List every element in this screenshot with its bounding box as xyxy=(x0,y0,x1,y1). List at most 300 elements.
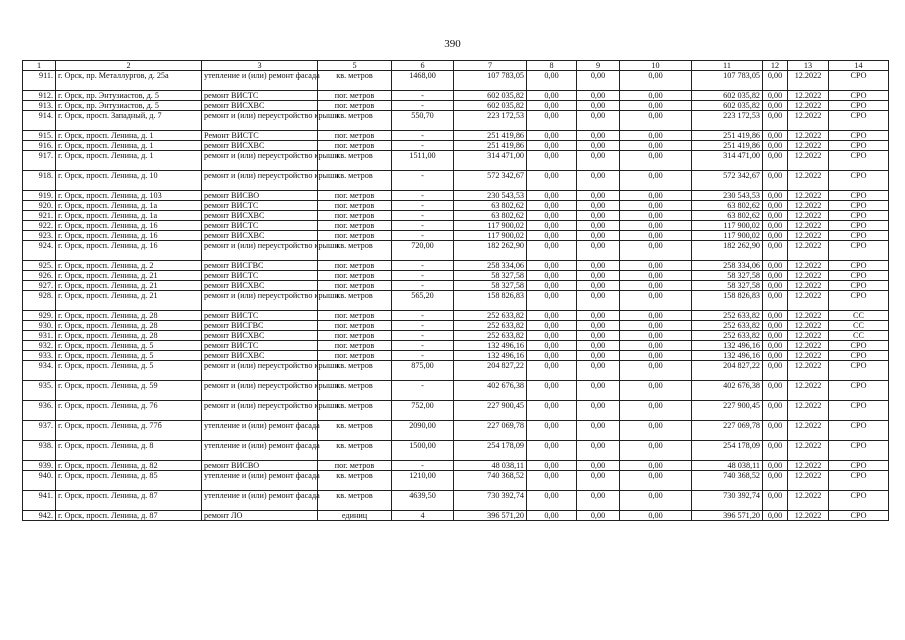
cost-column-10-cell: 0,00 xyxy=(620,441,692,461)
method-cell: СРО xyxy=(829,511,889,521)
table-row xyxy=(23,311,889,321)
volume-cell: 2090,00 xyxy=(392,421,454,441)
table-row xyxy=(23,211,889,221)
row-number: 942. xyxy=(23,511,56,521)
unit-cell: пог. метров xyxy=(318,281,392,291)
unit-cell: пог. метров xyxy=(318,91,392,101)
deadline-cell: 12.2022 xyxy=(788,361,829,381)
cost-column-12-cell: 0,00 xyxy=(763,131,788,141)
cost-column-11-cell: 132 496,16 xyxy=(692,351,763,361)
cost-column-8-cell: 0,00 xyxy=(527,201,577,211)
address-cell: г. Орск, просп. Ленина, д. 87 xyxy=(56,511,202,521)
unit-cell: кв. метров xyxy=(318,71,392,91)
method-cell: СРО xyxy=(829,71,889,91)
volume-cell: - xyxy=(392,201,454,211)
cost-column-8-cell: 0,00 xyxy=(527,341,577,351)
address-cell: г. Орск, просп. Ленина, д. 28 xyxy=(56,331,202,341)
cost-column-10-cell: 0,00 xyxy=(620,361,692,381)
cost-column-11-cell: 251 419,86 xyxy=(692,141,763,151)
cost-column-12-cell: 0,00 xyxy=(763,511,788,521)
column-header: 2 xyxy=(56,61,202,71)
total-cost-cell: 254 178,09 xyxy=(454,441,527,461)
work-type-cell: ремонт ВИСХВС xyxy=(202,351,318,361)
cost-column-9-cell: 0,00 xyxy=(577,191,620,201)
cost-column-11-cell: 230 543,53 xyxy=(692,191,763,201)
work-type-cell: ремонт и (или) переустройство крыши xyxy=(202,381,318,401)
address-cell: г. Орск, просп. Ленина, д. 21 xyxy=(56,281,202,291)
cost-column-12-cell: 0,00 xyxy=(763,171,788,191)
method-cell: СРО xyxy=(829,421,889,441)
cost-column-11-cell: 252 633,82 xyxy=(692,311,763,321)
deadline-cell: 12.2022 xyxy=(788,271,829,281)
cost-column-11-cell: 48 038,11 xyxy=(692,461,763,471)
method-cell: СРО xyxy=(829,401,889,421)
deadline-cell: 12.2022 xyxy=(788,511,829,521)
page-number: 390 xyxy=(444,38,461,50)
table-row xyxy=(23,201,889,211)
cost-column-9-cell: 0,00 xyxy=(577,321,620,331)
cost-column-12-cell: 0,00 xyxy=(763,321,788,331)
column-header: 11 xyxy=(692,61,763,71)
total-cost-cell: 63 802,62 xyxy=(454,201,527,211)
cost-column-10-cell: 0,00 xyxy=(620,471,692,491)
total-cost-cell: 117 900,02 xyxy=(454,231,527,241)
total-cost-cell: 252 633,82 xyxy=(454,311,527,321)
cost-column-8-cell: 0,00 xyxy=(527,291,577,311)
volume-cell: - xyxy=(392,231,454,241)
cost-column-9-cell: 0,00 xyxy=(577,131,620,141)
row-number: 913. xyxy=(23,101,56,111)
table-row xyxy=(23,171,889,191)
cost-column-12-cell: 0,00 xyxy=(763,111,788,131)
total-cost-cell: 117 900,02 xyxy=(454,221,527,231)
cost-column-12-cell: 0,00 xyxy=(763,421,788,441)
row-number: 931. xyxy=(23,331,56,341)
cost-column-8-cell: 0,00 xyxy=(527,151,577,171)
cost-column-11-cell: 258 334,06 xyxy=(692,261,763,271)
cost-column-8-cell: 0,00 xyxy=(527,491,577,511)
cost-column-10-cell: 0,00 xyxy=(620,421,692,441)
cost-column-10-cell: 0,00 xyxy=(620,141,692,151)
cost-column-8-cell: 0,00 xyxy=(527,171,577,191)
address-cell: г. Орск, просп. Ленина, д. 85 xyxy=(56,471,202,491)
address-cell: г. Орск, просп. Ленина, д. 8 xyxy=(56,441,202,461)
total-cost-cell: 223 172,53 xyxy=(454,111,527,131)
row-number: 911. xyxy=(23,71,56,91)
cost-column-8-cell: 0,00 xyxy=(527,221,577,231)
method-cell: СРО xyxy=(829,151,889,171)
cost-column-10-cell: 0,00 xyxy=(620,101,692,111)
work-type-cell: ремонт ВИСХВС xyxy=(202,211,318,221)
unit-cell: кв. метров xyxy=(318,111,392,131)
total-cost-cell: 314 471,00 xyxy=(454,151,527,171)
table-row xyxy=(23,151,889,171)
unit-cell: кв. метров xyxy=(318,491,392,511)
column-header: 7 xyxy=(454,61,527,71)
cost-column-9-cell: 0,00 xyxy=(577,421,620,441)
row-number: 919. xyxy=(23,191,56,201)
volume-cell: 4639,50 xyxy=(392,491,454,511)
cost-column-12-cell: 0,00 xyxy=(763,491,788,511)
method-cell: СРО xyxy=(829,361,889,381)
total-cost-cell: 227 069,78 xyxy=(454,421,527,441)
volume-cell: 720,00 xyxy=(392,241,454,261)
row-number: 924. xyxy=(23,241,56,261)
table-row xyxy=(23,321,889,331)
work-type-cell: ремонт ВИСХВС xyxy=(202,281,318,291)
table-row xyxy=(23,261,889,271)
cost-column-10-cell: 0,00 xyxy=(620,321,692,331)
cost-column-12-cell: 0,00 xyxy=(763,201,788,211)
deadline-cell: 12.2022 xyxy=(788,131,829,141)
table-header-row xyxy=(23,61,889,71)
total-cost-cell: 63 802,62 xyxy=(454,211,527,221)
table-row xyxy=(23,141,889,151)
row-number: 939. xyxy=(23,461,56,471)
cost-column-9-cell: 0,00 xyxy=(577,491,620,511)
table-row xyxy=(23,381,889,401)
address-cell: г. Орск, просп. Ленина, д. 82 xyxy=(56,461,202,471)
volume-cell: 550,70 xyxy=(392,111,454,131)
volume-cell: 565,20 xyxy=(392,291,454,311)
cost-column-10-cell: 0,00 xyxy=(620,401,692,421)
table-row xyxy=(23,441,889,461)
cost-column-10-cell: 0,00 xyxy=(620,111,692,131)
address-cell: г. Орск, просп. Ленина, д. 16 xyxy=(56,241,202,261)
unit-cell: кв. метров xyxy=(318,471,392,491)
cost-column-9-cell: 0,00 xyxy=(577,511,620,521)
row-number: 932. xyxy=(23,341,56,351)
deadline-cell: 12.2022 xyxy=(788,221,829,231)
unit-cell: кв. метров xyxy=(318,381,392,401)
work-type-cell: ремонт ВИСТС xyxy=(202,311,318,321)
table-row xyxy=(23,91,889,101)
cost-column-8-cell: 0,00 xyxy=(527,421,577,441)
table-body xyxy=(23,71,889,521)
work-type-cell: утепление и (или) ремонт фасада xyxy=(202,71,318,91)
cost-column-9-cell: 0,00 xyxy=(577,91,620,101)
deadline-cell: 12.2022 xyxy=(788,321,829,331)
cost-column-11-cell: 117 900,02 xyxy=(692,221,763,231)
table-row xyxy=(23,281,889,291)
capital-repair-table xyxy=(22,60,889,521)
method-cell: СРО xyxy=(829,291,889,311)
row-number: 914. xyxy=(23,111,56,131)
row-number: 941. xyxy=(23,491,56,511)
address-cell: г. Орск, просп. Ленина, д. 1 xyxy=(56,151,202,171)
method-cell: СРО xyxy=(829,211,889,221)
volume-cell: - xyxy=(392,171,454,191)
volume-cell: - xyxy=(392,221,454,231)
cost-column-9-cell: 0,00 xyxy=(577,201,620,211)
total-cost-cell: 58 327,58 xyxy=(454,271,527,281)
cost-column-12-cell: 0,00 xyxy=(763,71,788,91)
table-row xyxy=(23,291,889,311)
total-cost-cell: 740 368,52 xyxy=(454,471,527,491)
cost-column-8-cell: 0,00 xyxy=(527,511,577,521)
cost-column-9-cell: 0,00 xyxy=(577,71,620,91)
column-header: 14 xyxy=(829,61,889,71)
deadline-cell: 12.2022 xyxy=(788,351,829,361)
work-type-cell: ремонт ВИСТС xyxy=(202,221,318,231)
cost-column-12-cell: 0,00 xyxy=(763,311,788,321)
deadline-cell: 12.2022 xyxy=(788,211,829,221)
work-type-cell: ремонт и (или) переустройство крыши xyxy=(202,241,318,261)
cost-column-11-cell: 402 676,38 xyxy=(692,381,763,401)
cost-column-11-cell: 58 327,58 xyxy=(692,281,763,291)
work-type-cell: ремонт и (или) переустройство крыши xyxy=(202,151,318,171)
deadline-cell: 12.2022 xyxy=(788,261,829,271)
work-type-cell: ремонт ВИСТС xyxy=(202,201,318,211)
total-cost-cell: 252 633,82 xyxy=(454,321,527,331)
cost-column-10-cell: 0,00 xyxy=(620,261,692,271)
row-number: 912. xyxy=(23,91,56,101)
work-type-cell: ремонт и (или) переустройство крыши xyxy=(202,111,318,131)
column-header: 9 xyxy=(577,61,620,71)
cost-column-11-cell: 252 633,82 xyxy=(692,321,763,331)
table-row xyxy=(23,111,889,131)
cost-column-10-cell: 0,00 xyxy=(620,341,692,351)
method-cell: СРО xyxy=(829,111,889,131)
method-cell: СРО xyxy=(829,231,889,241)
volume-cell: - xyxy=(392,131,454,141)
table-row xyxy=(23,131,889,141)
work-type-cell: ремонт ВИСХВС xyxy=(202,331,318,341)
cost-column-8-cell: 0,00 xyxy=(527,461,577,471)
table-row xyxy=(23,461,889,471)
cost-column-11-cell: 117 900,02 xyxy=(692,231,763,241)
work-type-cell: ремонт и (или) переустройство крыши xyxy=(202,171,318,191)
table-row xyxy=(23,471,889,491)
cost-column-11-cell: 58 327,58 xyxy=(692,271,763,281)
method-cell: СС xyxy=(829,321,889,331)
volume-cell: - xyxy=(392,331,454,341)
deadline-cell: 12.2022 xyxy=(788,311,829,321)
column-header: 12 xyxy=(763,61,788,71)
table-row xyxy=(23,491,889,511)
work-type-cell: ремонт ВИСТС xyxy=(202,341,318,351)
deadline-cell: 12.2022 xyxy=(788,241,829,261)
total-cost-cell: 48 038,11 xyxy=(454,461,527,471)
total-cost-cell: 396 571,20 xyxy=(454,511,527,521)
table-row xyxy=(23,221,889,231)
deadline-cell: 12.2022 xyxy=(788,421,829,441)
column-header: 5 xyxy=(318,61,392,71)
cost-column-11-cell: 602 035,82 xyxy=(692,91,763,101)
total-cost-cell: 251 419,86 xyxy=(454,131,527,141)
cost-column-10-cell: 0,00 xyxy=(620,151,692,171)
cost-column-8-cell: 0,00 xyxy=(527,241,577,261)
work-type-cell: ремонт ВИСТС xyxy=(202,271,318,281)
address-cell: г. Орск, просп. Ленина, д. 1а xyxy=(56,201,202,211)
address-cell: г. Орск, просп. Ленина, д. 1 xyxy=(56,141,202,151)
row-number: 920. xyxy=(23,201,56,211)
table-row xyxy=(23,71,889,91)
column-header: 1 xyxy=(23,61,56,71)
cost-column-12-cell: 0,00 xyxy=(763,281,788,291)
deadline-cell: 12.2022 xyxy=(788,201,829,211)
cost-column-11-cell: 314 471,00 xyxy=(692,151,763,171)
row-number: 937. xyxy=(23,421,56,441)
deadline-cell: 12.2022 xyxy=(788,401,829,421)
cost-column-9-cell: 0,00 xyxy=(577,291,620,311)
cost-column-10-cell: 0,00 xyxy=(620,241,692,261)
method-cell: СРО xyxy=(829,101,889,111)
method-cell: СРО xyxy=(829,261,889,271)
cost-column-12-cell: 0,00 xyxy=(763,151,788,171)
total-cost-cell: 132 496,16 xyxy=(454,351,527,361)
address-cell: г. Орск, просп. Ленина, д. 77б xyxy=(56,421,202,441)
deadline-cell: 12.2022 xyxy=(788,91,829,101)
method-cell: СРО xyxy=(829,191,889,201)
cost-column-10-cell: 0,00 xyxy=(620,461,692,471)
cost-column-12-cell: 0,00 xyxy=(763,101,788,111)
method-cell: СРО xyxy=(829,461,889,471)
cost-column-8-cell: 0,00 xyxy=(527,141,577,151)
cost-column-10-cell: 0,00 xyxy=(620,291,692,311)
row-number: 917. xyxy=(23,151,56,171)
total-cost-cell: 572 342,67 xyxy=(454,171,527,191)
unit-cell: кв. метров xyxy=(318,401,392,421)
address-cell: г. Орск, просп. Ленина, д. 21 xyxy=(56,291,202,311)
row-number: 938. xyxy=(23,441,56,461)
volume-cell: 1210,00 xyxy=(392,471,454,491)
cost-column-12-cell: 0,00 xyxy=(763,351,788,361)
volume-cell: - xyxy=(392,321,454,331)
cost-column-9-cell: 0,00 xyxy=(577,361,620,381)
work-type-cell: ремонт ВИСГВС xyxy=(202,261,318,271)
deadline-cell: 12.2022 xyxy=(788,341,829,351)
row-number: 940. xyxy=(23,471,56,491)
column-header: 6 xyxy=(392,61,454,71)
work-type-cell: ремонт ВИСТС xyxy=(202,91,318,101)
address-cell: г. Орск, просп. Ленина, д. 5 xyxy=(56,351,202,361)
cost-column-12-cell: 0,00 xyxy=(763,361,788,381)
method-cell: СРО xyxy=(829,351,889,361)
work-type-cell: ремонт ВИСГВС xyxy=(202,321,318,331)
unit-cell: единиц xyxy=(318,511,392,521)
cost-column-11-cell: 252 633,82 xyxy=(692,331,763,341)
address-cell: г. Орск, пр. Энтузиастов, д. 5 xyxy=(56,91,202,101)
cost-column-9-cell: 0,00 xyxy=(577,331,620,341)
cost-column-12-cell: 0,00 xyxy=(763,221,788,231)
cost-column-9-cell: 0,00 xyxy=(577,341,620,351)
cost-column-11-cell: 740 368,52 xyxy=(692,471,763,491)
cost-column-8-cell: 0,00 xyxy=(527,331,577,341)
cost-column-11-cell: 251 419,86 xyxy=(692,131,763,141)
cost-column-9-cell: 0,00 xyxy=(577,171,620,191)
cost-column-10-cell: 0,00 xyxy=(620,311,692,321)
cost-column-10-cell: 0,00 xyxy=(620,221,692,231)
unit-cell: пог. метров xyxy=(318,231,392,241)
cost-column-10-cell: 0,00 xyxy=(620,171,692,191)
cost-column-11-cell: 107 783,05 xyxy=(692,71,763,91)
address-cell: г. Орск, просп. Ленина, д. 2 xyxy=(56,261,202,271)
column-header: 13 xyxy=(788,61,829,71)
total-cost-cell: 402 676,38 xyxy=(454,381,527,401)
cost-column-8-cell: 0,00 xyxy=(527,381,577,401)
cost-column-8-cell: 0,00 xyxy=(527,101,577,111)
table-row xyxy=(23,401,889,421)
cost-column-11-cell: 254 178,09 xyxy=(692,441,763,461)
row-number: 925. xyxy=(23,261,56,271)
total-cost-cell: 251 419,86 xyxy=(454,141,527,151)
total-cost-cell: 730 392,74 xyxy=(454,491,527,511)
total-cost-cell: 132 496,16 xyxy=(454,341,527,351)
cost-column-9-cell: 0,00 xyxy=(577,401,620,421)
unit-cell: пог. метров xyxy=(318,201,392,211)
method-cell: СРО xyxy=(829,201,889,211)
method-cell: СРО xyxy=(829,91,889,101)
cost-column-12-cell: 0,00 xyxy=(763,241,788,261)
method-cell: СРО xyxy=(829,441,889,461)
unit-cell: пог. метров xyxy=(318,311,392,321)
cost-column-8-cell: 0,00 xyxy=(527,471,577,491)
table-row xyxy=(23,341,889,351)
address-cell: г. Орск, просп. Ленина, д. 16 xyxy=(56,221,202,231)
total-cost-cell: 602 035,82 xyxy=(454,101,527,111)
table-row xyxy=(23,271,889,281)
cost-column-9-cell: 0,00 xyxy=(577,471,620,491)
cost-column-10-cell: 0,00 xyxy=(620,281,692,291)
cost-column-8-cell: 0,00 xyxy=(527,441,577,461)
cost-column-8-cell: 0,00 xyxy=(527,351,577,361)
cost-column-10-cell: 0,00 xyxy=(620,381,692,401)
unit-cell: кв. метров xyxy=(318,151,392,171)
cost-column-9-cell: 0,00 xyxy=(577,281,620,291)
address-cell: г. Орск, просп. Ленина, д. 21 xyxy=(56,271,202,281)
unit-cell: пог. метров xyxy=(318,101,392,111)
row-number: 918. xyxy=(23,171,56,191)
cost-column-10-cell: 0,00 xyxy=(620,131,692,141)
row-number: 915. xyxy=(23,131,56,141)
cost-column-10-cell: 0,00 xyxy=(620,511,692,521)
volume-cell: - xyxy=(392,311,454,321)
volume-cell: - xyxy=(392,91,454,101)
unit-cell: пог. метров xyxy=(318,211,392,221)
work-type-cell: ремонт ВИСХВС xyxy=(202,141,318,151)
cost-column-12-cell: 0,00 xyxy=(763,331,788,341)
volume-cell: - xyxy=(392,271,454,281)
work-type-cell: утепление и (или) ремонт фасада xyxy=(202,471,318,491)
unit-cell: пог. метров xyxy=(318,461,392,471)
cost-column-9-cell: 0,00 xyxy=(577,241,620,261)
cost-column-9-cell: 0,00 xyxy=(577,101,620,111)
cost-column-11-cell: 204 827,22 xyxy=(692,361,763,381)
cost-column-10-cell: 0,00 xyxy=(620,191,692,201)
cost-column-11-cell: 572 342,67 xyxy=(692,171,763,191)
cost-column-11-cell: 63 802,62 xyxy=(692,211,763,221)
total-cost-cell: 230 543,53 xyxy=(454,191,527,201)
cost-column-8-cell: 0,00 xyxy=(527,281,577,291)
deadline-cell: 12.2022 xyxy=(788,151,829,171)
method-cell: СРО xyxy=(829,171,889,191)
table-row xyxy=(23,361,889,381)
deadline-cell: 12.2022 xyxy=(788,111,829,131)
row-number: 927. xyxy=(23,281,56,291)
cost-column-10-cell: 0,00 xyxy=(620,271,692,281)
volume-cell: - xyxy=(392,101,454,111)
volume-cell: - xyxy=(392,211,454,221)
cost-column-10-cell: 0,00 xyxy=(620,491,692,511)
unit-cell: пог. метров xyxy=(318,191,392,201)
cost-column-12-cell: 0,00 xyxy=(763,191,788,201)
table-row xyxy=(23,351,889,361)
method-cell: СРО xyxy=(829,131,889,141)
cost-column-11-cell: 730 392,74 xyxy=(692,491,763,511)
total-cost-cell: 158 826,83 xyxy=(454,291,527,311)
cost-column-8-cell: 0,00 xyxy=(527,111,577,131)
